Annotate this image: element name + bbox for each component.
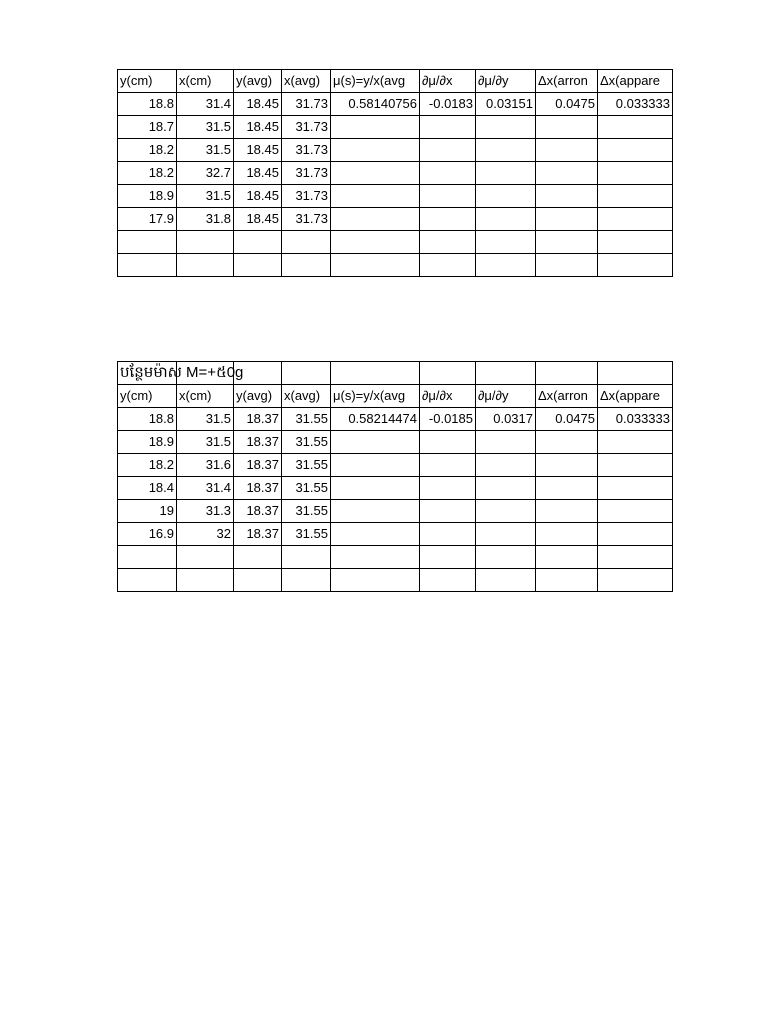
table-cell[interactable]: 18.8 bbox=[118, 93, 177, 116]
sheet-cell[interactable] bbox=[420, 362, 476, 385]
column-header[interactable]: Δx(arron bbox=[536, 70, 598, 93]
table-cell[interactable]: 31.55 bbox=[282, 477, 331, 500]
table-cell[interactable] bbox=[177, 231, 234, 254]
table-row bbox=[118, 408, 673, 431]
table-cell[interactable] bbox=[420, 454, 476, 477]
data-table-2 bbox=[117, 361, 673, 592]
table-row bbox=[118, 185, 673, 208]
table-cell[interactable]: 31.5 bbox=[177, 139, 234, 162]
table-cell[interactable]: 19 bbox=[118, 500, 177, 523]
table-cell[interactable] bbox=[420, 254, 476, 277]
table-cell[interactable] bbox=[282, 569, 331, 592]
table-cell[interactable]: 32.7 bbox=[177, 162, 234, 185]
table-cell[interactable] bbox=[331, 569, 420, 592]
column-header[interactable]: Δx(appare bbox=[598, 70, 673, 93]
table-cell[interactable]: 18.37 bbox=[234, 454, 282, 477]
table-cell[interactable]: 31.5 bbox=[177, 408, 234, 431]
table-cell[interactable]: 0.58140756 bbox=[331, 93, 420, 116]
column-header[interactable]: ∂μ/∂x bbox=[420, 385, 476, 408]
table-cell[interactable] bbox=[420, 569, 476, 592]
column-header[interactable]: y(cm) bbox=[118, 70, 177, 93]
table-cell[interactable]: 31.55 bbox=[282, 408, 331, 431]
table-cell[interactable] bbox=[331, 500, 420, 523]
table-cell[interactable] bbox=[476, 477, 536, 500]
table-cell[interactable] bbox=[598, 477, 673, 500]
table-cell[interactable] bbox=[420, 208, 476, 231]
table-cell[interactable] bbox=[420, 500, 476, 523]
table-cell[interactable] bbox=[331, 523, 420, 546]
table-row bbox=[118, 116, 673, 139]
table-cell[interactable] bbox=[118, 254, 177, 277]
table-cell[interactable] bbox=[420, 431, 476, 454]
table-cell[interactable] bbox=[282, 231, 331, 254]
table-cell[interactable]: 18.45 bbox=[234, 139, 282, 162]
table-cell[interactable]: 18.37 bbox=[234, 500, 282, 523]
column-header[interactable]: x(avg) bbox=[282, 385, 331, 408]
table-cell[interactable]: 31.4 bbox=[177, 477, 234, 500]
table-cell[interactable]: 18.7 bbox=[118, 116, 177, 139]
table-cell[interactable]: 31.5 bbox=[177, 185, 234, 208]
table-cell[interactable] bbox=[476, 162, 536, 185]
table-cell[interactable]: 18.9 bbox=[118, 185, 177, 208]
table-cell[interactable]: 0.58214474 bbox=[331, 408, 420, 431]
table-cell[interactable]: 0.03151 bbox=[476, 93, 536, 116]
table-cell[interactable]: 16.9 bbox=[118, 523, 177, 546]
table-cell[interactable]: 0.0475 bbox=[536, 93, 598, 116]
table-cell[interactable] bbox=[282, 546, 331, 569]
table-cell[interactable] bbox=[420, 185, 476, 208]
table-cell[interactable]: 18.2 bbox=[118, 162, 177, 185]
table-cell[interactable] bbox=[536, 454, 598, 477]
table-cell[interactable] bbox=[536, 546, 598, 569]
table-cell[interactable] bbox=[331, 231, 420, 254]
table-cell[interactable] bbox=[331, 139, 420, 162]
column-header[interactable]: Δx(appare bbox=[598, 385, 673, 408]
table-cell[interactable] bbox=[476, 185, 536, 208]
table-cell[interactable] bbox=[177, 569, 234, 592]
table-cell[interactable] bbox=[234, 546, 282, 569]
table-cell[interactable]: 31.4 bbox=[177, 93, 234, 116]
table-cell[interactable] bbox=[598, 116, 673, 139]
column-header[interactable]: μ(s)=y/x(avg bbox=[331, 385, 420, 408]
table-title: បន្ថែមម៉ាស M=+៥0g bbox=[120, 364, 244, 381]
table-cell[interactable]: 18.2 bbox=[118, 139, 177, 162]
table-cell[interactable] bbox=[234, 254, 282, 277]
table-cell[interactable] bbox=[331, 208, 420, 231]
sheet-cell[interactable] bbox=[331, 362, 420, 385]
table-cell[interactable]: 18.45 bbox=[234, 208, 282, 231]
table-cell[interactable] bbox=[476, 523, 536, 546]
sheet-cell[interactable] bbox=[536, 362, 598, 385]
table-cell[interactable]: 18.45 bbox=[234, 185, 282, 208]
sheet-cell[interactable] bbox=[476, 362, 536, 385]
table-cell[interactable]: 18.37 bbox=[234, 431, 282, 454]
table-cell[interactable] bbox=[476, 454, 536, 477]
table-cell[interactable]: 31.73 bbox=[282, 93, 331, 116]
table-cell[interactable]: 31.73 bbox=[282, 185, 331, 208]
table-cell[interactable]: 31.6 bbox=[177, 454, 234, 477]
table-cell[interactable]: 31.5 bbox=[177, 431, 234, 454]
table-cell[interactable] bbox=[177, 254, 234, 277]
table-cell[interactable] bbox=[118, 231, 177, 254]
table-cell[interactable] bbox=[598, 569, 673, 592]
column-header[interactable]: x(cm) bbox=[177, 70, 234, 93]
table-cell[interactable] bbox=[476, 546, 536, 569]
table-cell[interactable] bbox=[420, 477, 476, 500]
sheet-cell[interactable] bbox=[598, 362, 673, 385]
table-cell[interactable]: 18.37 bbox=[234, 408, 282, 431]
table-cell[interactable]: 0.0317 bbox=[476, 408, 536, 431]
table-cell[interactable]: 31.55 bbox=[282, 500, 331, 523]
table-row bbox=[118, 139, 673, 162]
table-cell[interactable] bbox=[536, 523, 598, 546]
table-title-cell[interactable] bbox=[118, 362, 244, 385]
table-cell[interactable]: 31.73 bbox=[282, 139, 331, 162]
table-header-row bbox=[118, 70, 673, 93]
table-row bbox=[118, 162, 673, 185]
column-header[interactable]: ∂μ/∂x bbox=[420, 70, 476, 93]
table-row bbox=[118, 523, 673, 546]
table-cell[interactable] bbox=[331, 116, 420, 139]
table-cell[interactable]: 0.0475 bbox=[536, 408, 598, 431]
table-row bbox=[118, 500, 673, 523]
table-cell[interactable] bbox=[331, 454, 420, 477]
table-row bbox=[118, 477, 673, 500]
table-cell[interactable] bbox=[420, 162, 476, 185]
table-cell[interactable]: 18.45 bbox=[234, 93, 282, 116]
table-cell[interactable]: 18.37 bbox=[234, 477, 282, 500]
table-cell[interactable] bbox=[331, 431, 420, 454]
table-cell[interactable] bbox=[476, 116, 536, 139]
table-cell[interactable]: 31.73 bbox=[282, 116, 331, 139]
column-header[interactable]: ∂μ/∂y bbox=[476, 70, 536, 93]
table-row bbox=[118, 454, 673, 477]
table-cell[interactable]: 18.4 bbox=[118, 477, 177, 500]
table-cell[interactable]: 31.5 bbox=[177, 116, 234, 139]
table-header-row bbox=[118, 385, 673, 408]
column-header[interactable]: ∂μ/∂y bbox=[476, 385, 536, 408]
table-cell[interactable] bbox=[536, 162, 598, 185]
table-cell[interactable]: 31.8 bbox=[177, 208, 234, 231]
table-cell[interactable] bbox=[476, 254, 536, 277]
table-cell[interactable] bbox=[331, 546, 420, 569]
table-cell[interactable]: 18.8 bbox=[118, 408, 177, 431]
table-cell[interactable] bbox=[536, 139, 598, 162]
table-cell[interactable] bbox=[598, 254, 673, 277]
table-cell[interactable] bbox=[598, 500, 673, 523]
table-cell[interactable] bbox=[177, 546, 234, 569]
table-cell[interactable] bbox=[476, 231, 536, 254]
table-row bbox=[118, 93, 673, 116]
table-cell[interactable] bbox=[598, 523, 673, 546]
table-cell[interactable]: 18.37 bbox=[234, 523, 282, 546]
table-cell[interactable] bbox=[118, 546, 177, 569]
column-header[interactable]: y(avg) bbox=[234, 70, 282, 93]
table-cell[interactable] bbox=[420, 523, 476, 546]
table-cell[interactable] bbox=[234, 231, 282, 254]
table-cell[interactable] bbox=[598, 208, 673, 231]
table-row bbox=[118, 569, 673, 592]
table-title-row bbox=[118, 362, 673, 385]
table-cell[interactable]: 18.45 bbox=[234, 162, 282, 185]
sheet-cell[interactable] bbox=[282, 362, 331, 385]
column-header[interactable]: μ(s)=y/x(avg bbox=[331, 70, 420, 93]
table-cell[interactable] bbox=[331, 162, 420, 185]
table-row bbox=[118, 546, 673, 569]
table-cell[interactable] bbox=[331, 254, 420, 277]
table-cell[interactable] bbox=[598, 546, 673, 569]
table-cell[interactable]: 31.73 bbox=[282, 208, 331, 231]
table-cell[interactable] bbox=[476, 139, 536, 162]
table-cell[interactable] bbox=[234, 569, 282, 592]
table-row bbox=[118, 431, 673, 454]
table-row bbox=[118, 231, 673, 254]
table-cell[interactable]: 31.55 bbox=[282, 454, 331, 477]
column-header[interactable]: y(cm) bbox=[118, 385, 177, 408]
table-cell[interactable]: 18.2 bbox=[118, 454, 177, 477]
table-cell[interactable] bbox=[598, 185, 673, 208]
column-header[interactable]: x(cm) bbox=[177, 385, 234, 408]
table-cell[interactable] bbox=[536, 116, 598, 139]
table-cell[interactable]: 31.3 bbox=[177, 500, 234, 523]
table-cell[interactable] bbox=[598, 431, 673, 454]
table-cell[interactable]: 18.45 bbox=[234, 116, 282, 139]
table-cell[interactable] bbox=[282, 254, 331, 277]
table-cell[interactable] bbox=[420, 231, 476, 254]
table-cell[interactable]: 17.9 bbox=[118, 208, 177, 231]
table-cell[interactable] bbox=[420, 546, 476, 569]
table-cell[interactable] bbox=[331, 477, 420, 500]
table-cell[interactable] bbox=[476, 208, 536, 231]
table-cell[interactable] bbox=[331, 185, 420, 208]
table-cell[interactable]: -0.0185 bbox=[420, 408, 476, 431]
table-cell[interactable] bbox=[536, 185, 598, 208]
table-cell[interactable] bbox=[536, 500, 598, 523]
table-cell[interactable]: 31.73 bbox=[282, 162, 331, 185]
column-header[interactable]: y(avg) bbox=[234, 385, 282, 408]
table-row bbox=[118, 254, 673, 277]
table-cell[interactable] bbox=[476, 500, 536, 523]
table-cell[interactable]: 32 bbox=[177, 523, 234, 546]
table-cell[interactable] bbox=[536, 569, 598, 592]
table-cell[interactable] bbox=[476, 569, 536, 592]
table-cell[interactable] bbox=[536, 208, 598, 231]
table-cell[interactable] bbox=[536, 431, 598, 454]
table-cell[interactable] bbox=[536, 231, 598, 254]
table-cell[interactable]: 0.033333 bbox=[598, 408, 673, 431]
table-cell[interactable] bbox=[598, 162, 673, 185]
column-header[interactable]: x(avg) bbox=[282, 70, 331, 93]
table-cell[interactable]: 31.55 bbox=[282, 523, 331, 546]
table-row bbox=[118, 208, 673, 231]
column-header[interactable]: Δx(arron bbox=[536, 385, 598, 408]
table-cell[interactable] bbox=[118, 569, 177, 592]
table-cell[interactable] bbox=[420, 139, 476, 162]
table-cell[interactable]: 0.033333 bbox=[598, 93, 673, 116]
table-cell[interactable] bbox=[476, 431, 536, 454]
table-cell[interactable]: 31.55 bbox=[282, 431, 331, 454]
table-cell[interactable] bbox=[536, 477, 598, 500]
table-cell[interactable] bbox=[598, 139, 673, 162]
table-cell[interactable] bbox=[420, 116, 476, 139]
table-cell[interactable] bbox=[536, 254, 598, 277]
table-cell[interactable]: -0.0183 bbox=[420, 93, 476, 116]
table-cell[interactable] bbox=[598, 231, 673, 254]
table-cell[interactable] bbox=[598, 454, 673, 477]
table-cell[interactable]: 18.9 bbox=[118, 431, 177, 454]
data-table-1 bbox=[117, 69, 673, 277]
